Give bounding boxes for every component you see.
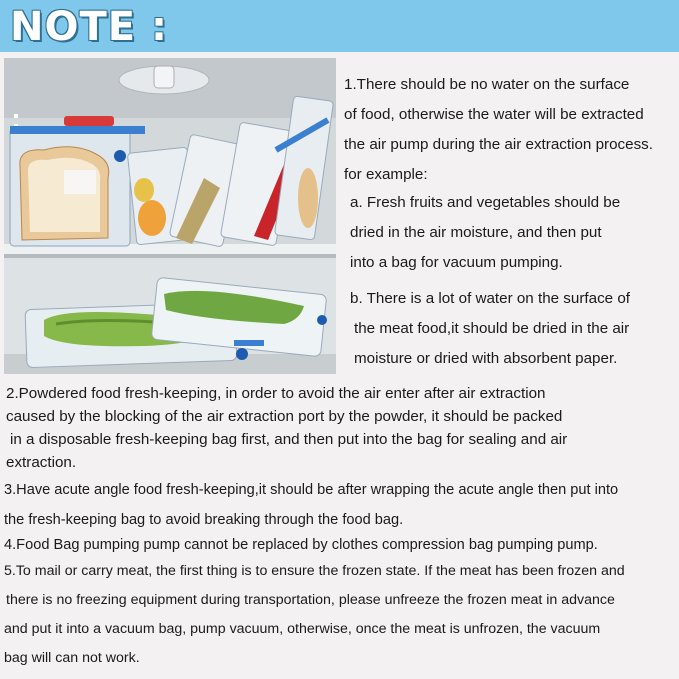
note-2 [6, 382, 567, 474]
note-1b-line: b. There is a lot of water on the surface of [350, 290, 630, 307]
note-5-line: there is no freezing equipment during transportation, please unfreeze the frozen meat in advance [6, 592, 615, 608]
note-1a-line: into a bag for vacuum pumping. [350, 254, 563, 271]
note-5 [4, 557, 625, 673]
note-1-line: of food, otherwise the water will be extracted [344, 106, 644, 123]
page-title: NOTE : [10, 4, 169, 50]
fridge-illustration [4, 58, 336, 374]
note-1a-line: dried in the air moisture, and then put [350, 224, 602, 241]
note-1a-line: a. Fresh fruits and vegetables should be [350, 194, 621, 211]
note-3 [4, 475, 618, 535]
note-5-line: 5.To mail or carry meat, the first thing is to ensure the frozen state. If the meat has been frozen and [4, 563, 625, 579]
note-3-line: 3.Have acute angle food fresh-keeping,it should be after wrapping the acute angle then put into [4, 482, 619, 498]
header-banner [0, 0, 679, 52]
note-3-line: the fresh-keeping bag to avoid breaking through the food bag. [4, 512, 404, 528]
note-1b-line: moisture or dried with absorbent paper. [354, 350, 618, 367]
note-2-line: in a disposable fresh-keeping bag first, and then put into the bag for sealing and air [10, 431, 568, 448]
note-5-line: and put it into a vacuum bag, pump vacuum, otherwise, once the meat is unfrozen, the vacuum [4, 621, 601, 637]
note-4 [4, 533, 598, 557]
fridge-photo [4, 58, 336, 374]
note-1b [350, 284, 630, 374]
note-2-line: 2.Powdered food fresh-keeping, in order to avoid the air enter after air extraction [6, 385, 546, 402]
note-1-line: for example: [344, 166, 428, 183]
note-5-line: bag will can not work. [4, 650, 140, 666]
note-1-line: the air pump during the air extraction process. [344, 136, 653, 153]
note-1 [344, 70, 653, 190]
note-1b-line: the meat food,it should be dried in the air [354, 320, 630, 337]
note-2-line: caused by the blocking of the air extraction port by the powder, it should be packed [6, 408, 563, 425]
note-1a [350, 188, 620, 278]
note-4-line: 4.Food Bag pumping pump cannot be replaced by clothes compression bag pumping pump. [4, 537, 598, 553]
note-2-line: extraction. [6, 454, 77, 471]
note-1-line: 1.There should be no water on the surface [344, 76, 630, 93]
